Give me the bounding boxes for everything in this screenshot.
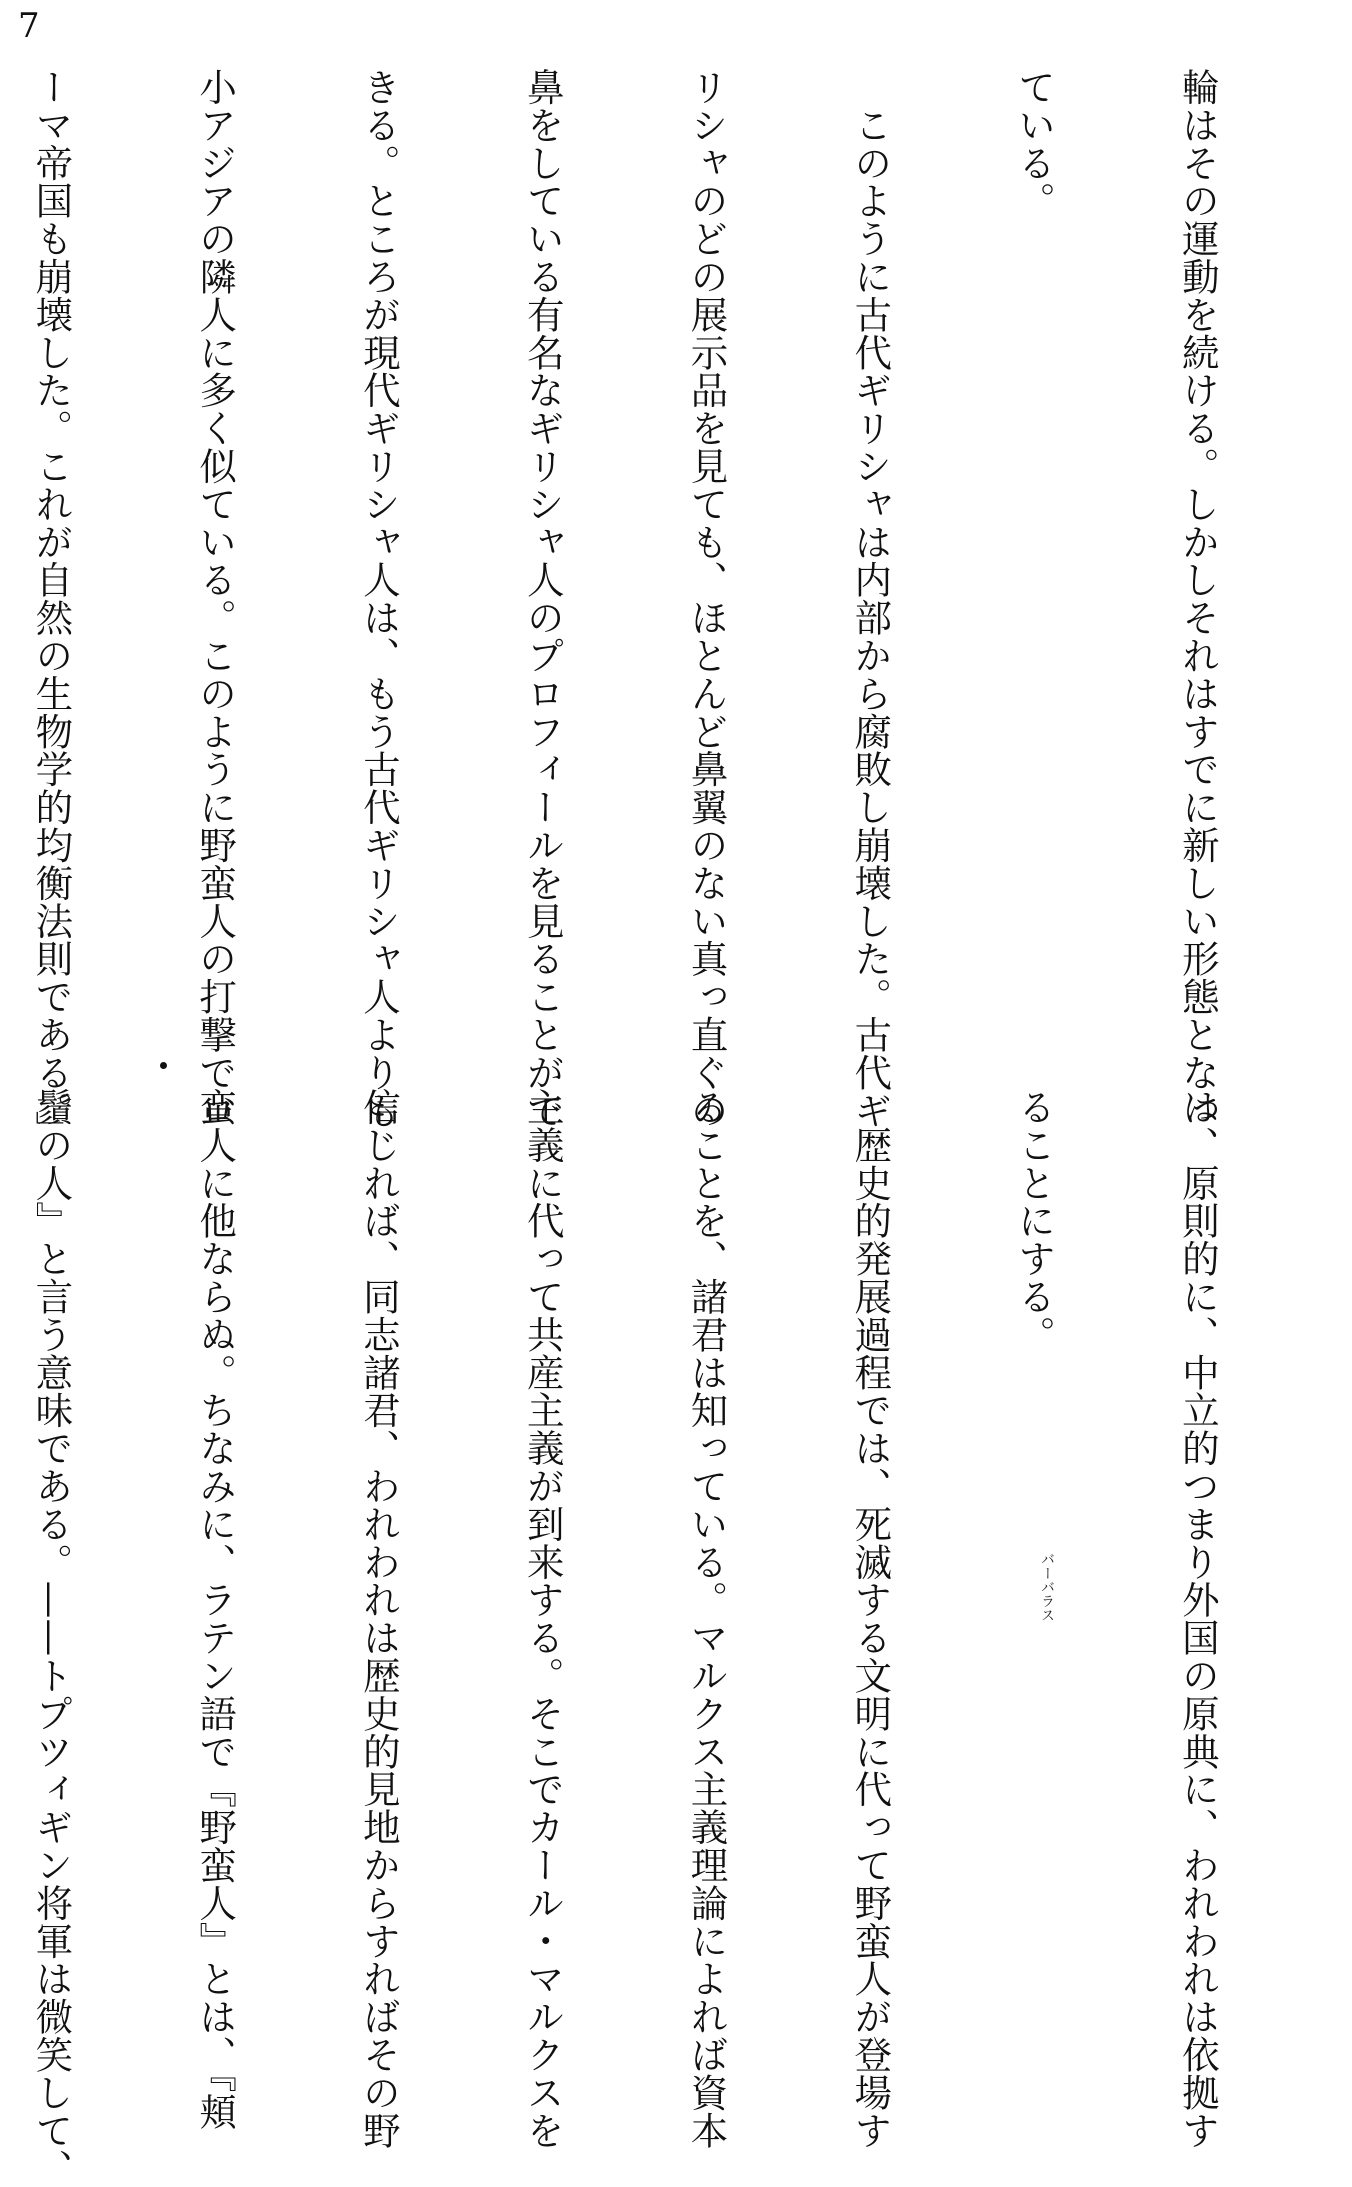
text-column: 信じれば、同志諸君、われわれは歴史的見地からすればその野 <box>356 1088 401 2150</box>
text-column: ることを、諸君は知っている。マルクス主義理論によれば資本 <box>684 1088 729 2150</box>
text-column: 鬚の人』と言う意味である。——トプツィギン将軍は微笑して、 <box>29 1088 74 2187</box>
text-column: リシャのどの展示品を見ても、ほとんど鼻翼のない真っ直ぐの <box>684 68 729 1130</box>
text-column: 主義に代って共産主義が到来する。そこでカール・マルクスを <box>520 1088 565 2150</box>
text-column: 輪はその運動を続ける。しかしそれはすでに新しい形態となっ <box>1175 68 1220 1130</box>
ruby-annotation: バーバラス <box>1039 1552 1055 1622</box>
text-column: このように古代ギリシャは内部から腐敗し崩壊した。古代ギ <box>848 68 893 1130</box>
text-column: 鼻をしている有名なギリシャ人のプロフィールを見ることがで <box>520 68 565 1130</box>
text-column: 蛮人に他ならぬ。ちなみに、ラテン語で『野蛮人』とは、『頬 <box>193 1088 238 2131</box>
text-column: 小アジアの隣人に多く似ている。このように野蛮人の打撃でロ <box>193 68 238 1130</box>
page-number: 7 <box>18 6 40 46</box>
text-column: 歴史的発展過程では、死滅する文明に代って野蛮人が登場す <box>848 1088 893 2150</box>
stray-dot <box>160 1062 167 1069</box>
lower-text-block <box>14 1088 1334 2187</box>
text-column: ている。 <box>1012 68 1057 220</box>
text-column: ーマ帝国も崩壊した。これが自然の生物学的均衡法則である。」 <box>29 68 74 1149</box>
text-column: きる。ところが現代ギリシャ人は、もう古代ギリシャ人よりも <box>356 68 401 1130</box>
text-column: ることにする。 <box>1012 1088 1057 1354</box>
upper-text-block <box>14 68 1334 1149</box>
text-column: は、原則的に、中立的つまり外国の原典に、われわれは依拠す <box>1175 1088 1220 2150</box>
